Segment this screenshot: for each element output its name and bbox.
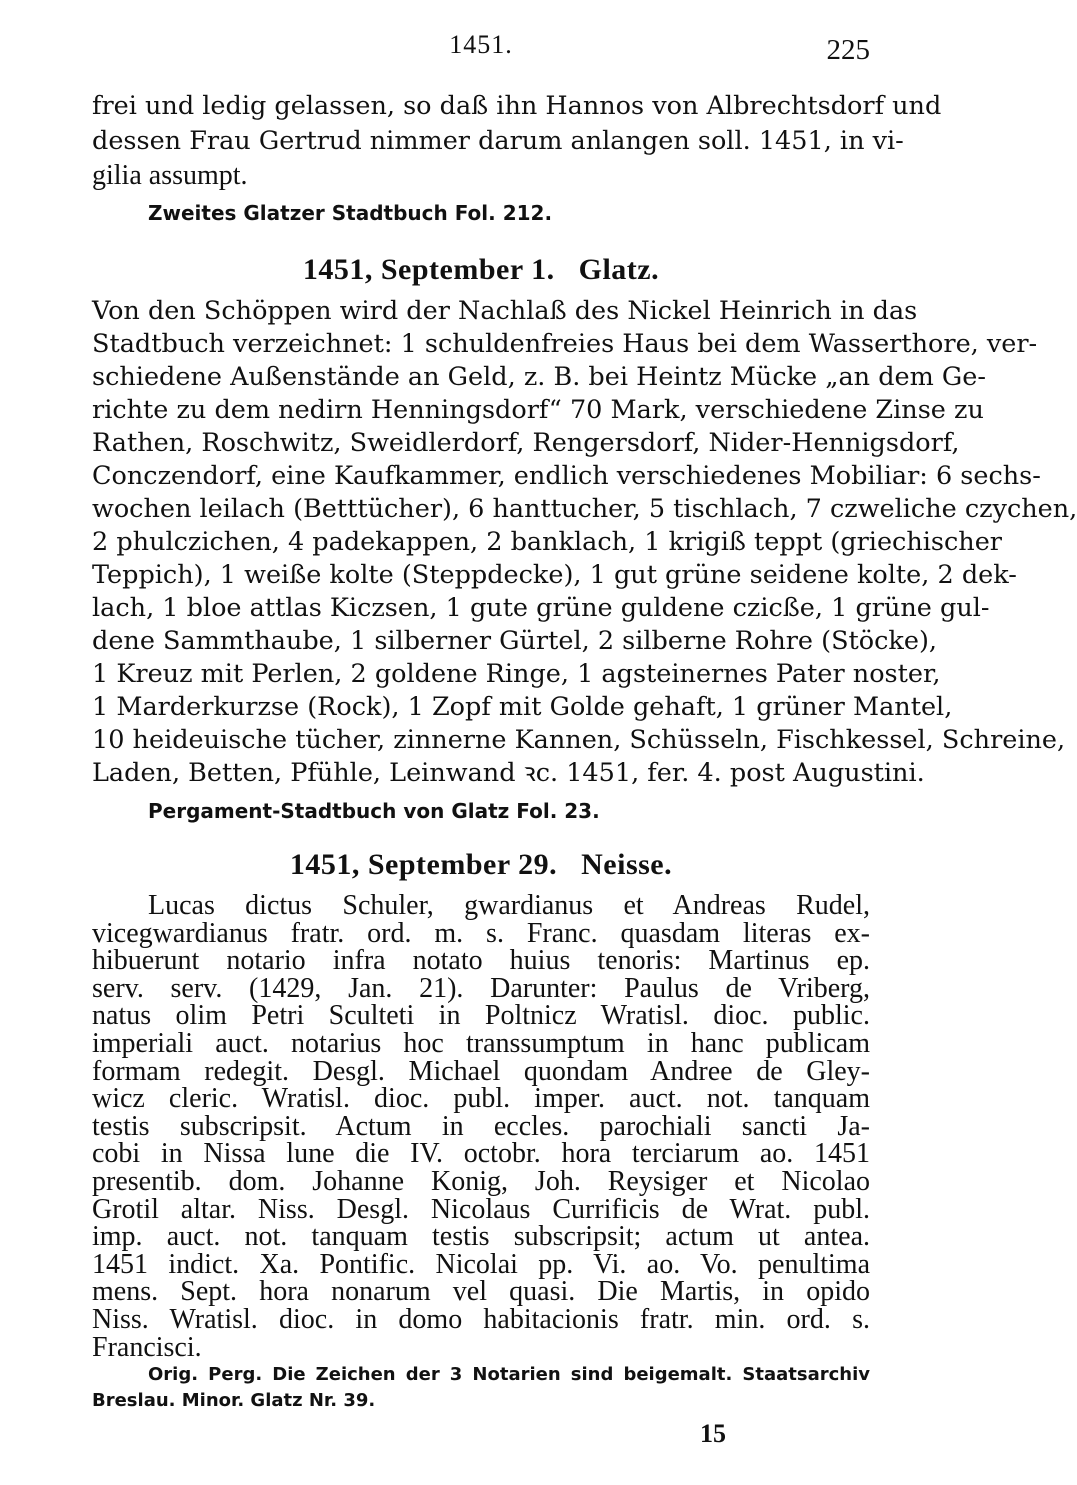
source-citation: Orig. Perg. Die Zeichen der 3 Notarien sind beigemalt. Staatsarchiv [148,1364,870,1386]
body-line: testis subscripsit. Actum in eccles. parochiali sancti Ja- [92,1110,870,1142]
source-citation: Breslau. Minor. Glatz Nr. 39. [92,1390,376,1412]
body-line: Teppich), 1 weiße kolte (Steppdecke), 1 gut grüne seidene kolte, 2 dek- [92,560,1017,590]
entry-heading [92,253,870,287]
body-line: Laden, Betten, Pfühle, Leinwand ꝛc. 1451, fer. 4. post Augustini. [92,758,925,788]
body-line: Grotil altar. Niss. Desgl. Nicolaus Currificis de Wrat. publ. [92,1193,870,1225]
body-line: richte zu dem nedirn Henningsdorf“ 70 Mark, verschiedene Zinse zu [92,395,984,425]
body-line: Stadtbuch verzeichnet: 1 schuldenfreies Haus bei dem Wasserthore, ver- [92,329,1038,359]
page-header [92,30,870,70]
body-line: presentib. dom. Johanne Konig, Joh. Reysiger et Nicolao [92,1166,870,1197]
body-line: vicegwardianus fratr. ord. m. s. Franc. quasdam literas ex- [92,917,870,949]
body-line: dene Sammthaube, 1 silberner Gürtel, 2 silberne Rohre (Stöcke), [92,626,938,656]
source-citation: Pergament-Stadtbuch von Glatz Fol. 23. [148,799,600,823]
body-line: wochen leilach (Betttücher), 6 hanttucher, 5 tischlach, 7 czweliche czychen, [92,494,1077,524]
body-line: 1 Kreuz mit Perlen, 2 goldene Ringe, 1 agsteinernes Pater noster, [92,659,941,689]
body-line: imperiali auct. notarius hoc transsumptum in hanc publicam [92,1028,870,1059]
body-line: hibuerunt notario infra notato huius tenoris: Martinus ep. [92,945,870,977]
signature-mark: 15 [700,1419,726,1449]
body-line: natus olim Petri Sculteti in Poltnicz Wratisl. dioc. public. [92,1000,870,1032]
body-line: wicz cleric. Wratisl. dioc. publ. imper. auct. not. tanquam [92,1083,870,1115]
body-line: 2 phulczichen, 4 padekappen, 2 banklach, 1 krigiß teppt (griechischer [92,527,1002,557]
body-line: 10 heideuische tücher, zinnerne Kannen, Schüsseln, Fischkessel, Schreine, [92,725,1066,755]
body-line: schiedene Außenstände an Geld, z. B. bei Heintz Mücke „an dem Ge- [92,362,986,392]
body-line: serv. serv. (1429, Jan. 21). Darunter: Paulus de Vriberg, [92,972,870,1004]
body-line: Conczendorf, eine Kaufkammer, endlich verschiedenes Mobiliar: 6 sechs- [92,461,1041,491]
body-line: formam redegit. Desgl. Michael quondam Andree de Gley- [92,1055,870,1087]
entry-date: 1451, September 1. [302,253,555,286]
body-line: gilia assumpt. [92,160,248,191]
body-line: 1451 indict. Xa. Pontific. Nicolai pp. Vi. ao. Vo. penultima [92,1248,870,1280]
body-line: dessen Frau Gertrud nimmer darum anlangen soll. 1451, in vi- [92,126,904,156]
body-line: Lucas dictus Schuler, gwardianus et Andreas Rudel, [148,890,870,921]
body-line: Von den Schöppen wird der Nachlaß des Nickel Heinrich in das [92,296,918,326]
body-line: cobi in Nissa lune die IV. octobr. hora terciarum ao. 1451 [92,1138,870,1170]
page-number: 225 [826,34,870,66]
source-citation: Zweites Glatzer Stadtbuch Fol. 212. [148,201,553,225]
body-line: 1 Marderkurzse (Rock), 1 Zopf mit Golde gehaft, 1 grüner Mantel, [92,692,953,722]
entry-heading [92,848,870,882]
body-line: mens. Sept. hora nonarum vel quasi. Die Martis, in opido [92,1276,870,1308]
running-head-year: 1451. [449,30,513,59]
body-line: frei und ledig gelassen, so daß ihn Hannos von Albrechtsdorf und [92,91,942,121]
entry-date: 1451, September 29. [289,848,558,881]
body-line: Francisci. [92,1331,202,1363]
body-line: Rathen, Roschwitz, Sweidlerdorf, Rengersdorf, Nider-Hennigsdorf, [92,428,960,458]
entry-place: Glatz. [578,253,660,286]
body-line: lach, 1 bloe attlas Kiczsen, 1 gute grüne guldene czicße, 1 grüne gul- [92,593,990,623]
body-line: Niss. Wratisl. dioc. in domo habitacionis fratr. min. ord. s. [92,1304,870,1335]
body-line: imp. auct. not. tanquam testis subscripsit; actum ut antea. [92,1221,870,1253]
entry-place: Neisse. [581,848,673,881]
